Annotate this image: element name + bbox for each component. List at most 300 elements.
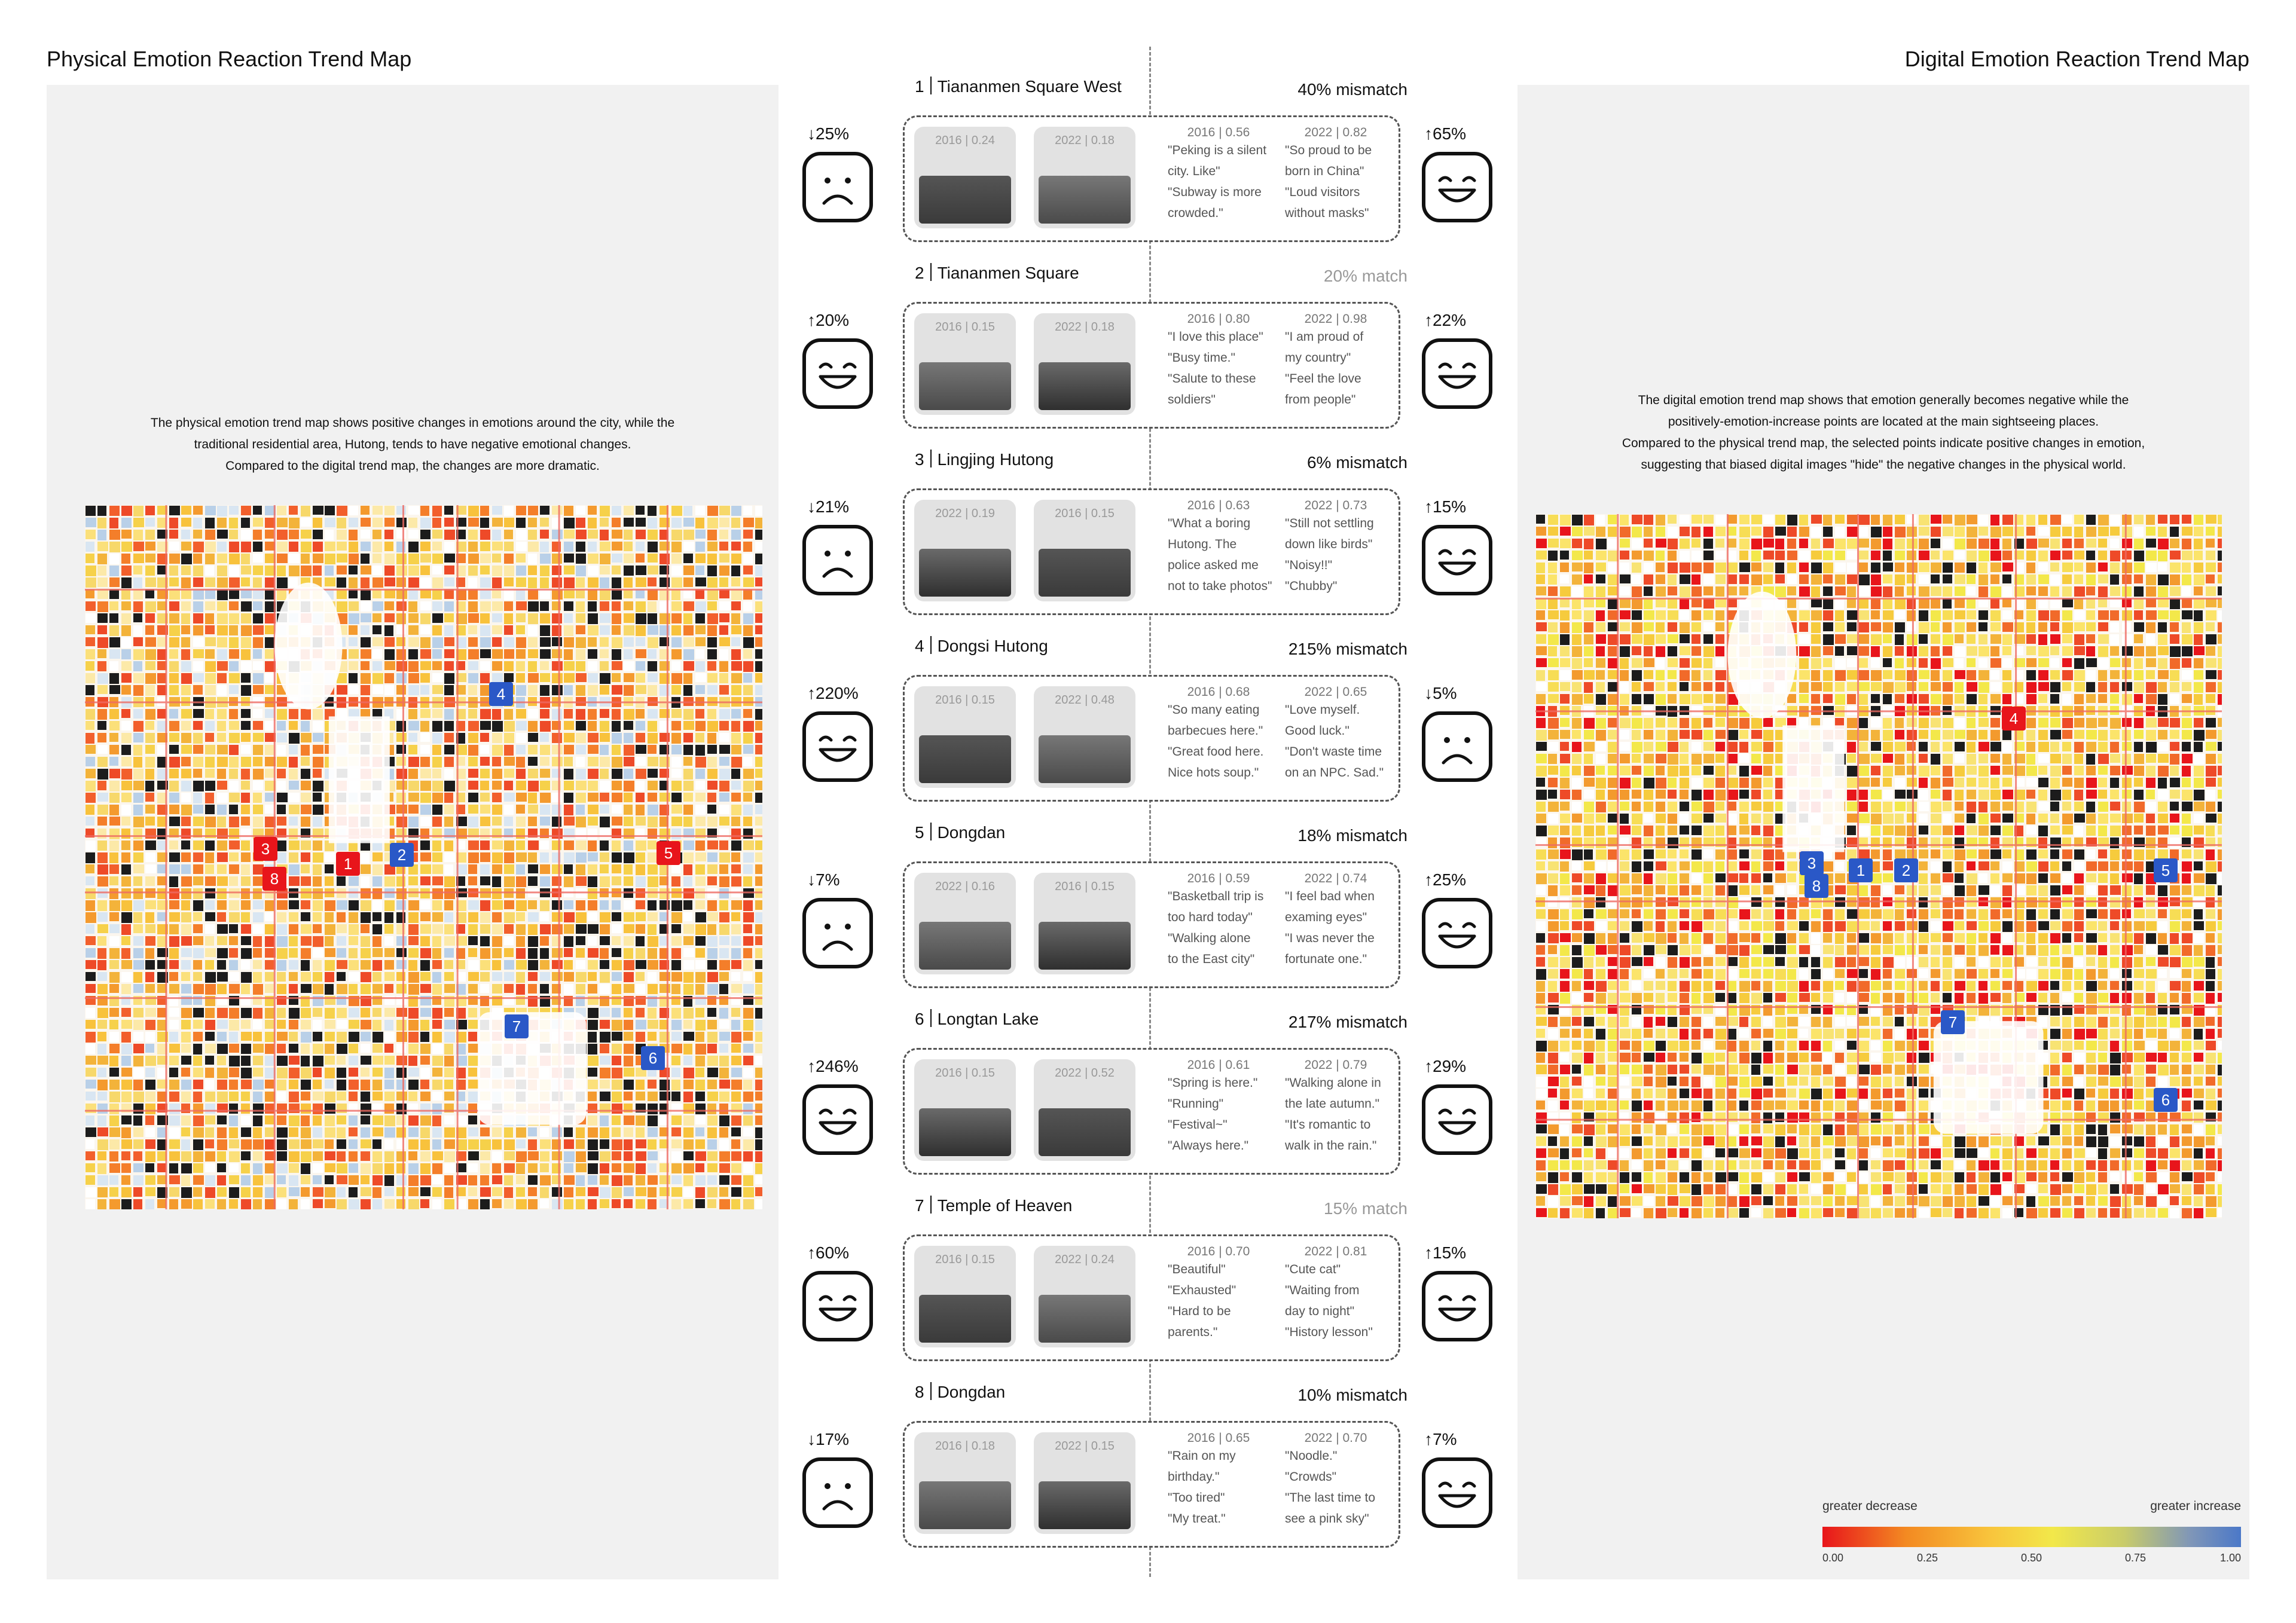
- map-block: [2194, 778, 2204, 788]
- map-block: [241, 900, 251, 910]
- site-marker-8[interactable]: 8: [262, 867, 286, 891]
- map-block: [2122, 718, 2132, 727]
- map-block: [396, 518, 407, 527]
- map-block: [755, 613, 762, 623]
- map-block: [121, 876, 131, 887]
- map-block: [157, 518, 166, 528]
- map-block: [2050, 563, 2059, 571]
- map-block: [719, 805, 729, 814]
- map-block: [468, 972, 479, 981]
- map-block: [396, 1044, 406, 1053]
- map-block: [564, 673, 575, 683]
- map-block: [2086, 694, 2096, 703]
- map-block: [97, 757, 108, 767]
- map-block: [1799, 646, 1810, 656]
- map-block: [2098, 551, 2107, 560]
- map-block: [528, 984, 537, 994]
- map-block: [1943, 826, 1953, 835]
- map-block: [444, 793, 453, 803]
- map-block: [540, 685, 549, 696]
- map-block: [2158, 718, 2169, 727]
- map-block: [265, 1127, 274, 1137]
- map-block: [731, 1068, 742, 1077]
- map-block: [576, 613, 585, 623]
- map-block: [1763, 838, 1772, 848]
- map-block: [2158, 551, 2167, 561]
- map-block: [408, 781, 419, 791]
- map-block: [181, 852, 191, 862]
- map-block: [109, 721, 120, 730]
- map-block: [289, 1032, 298, 1041]
- map-block: [86, 1175, 95, 1185]
- map-block: [528, 948, 538, 959]
- map-block: [612, 1020, 622, 1031]
- map-block: [373, 1139, 381, 1149]
- site-marker-2[interactable]: 2: [390, 843, 414, 867]
- map-block: [313, 817, 322, 827]
- map-block: [181, 972, 190, 981]
- map-block: [193, 601, 203, 612]
- map-block: [169, 912, 180, 922]
- map-block: [361, 1199, 371, 1209]
- map-block: [109, 542, 120, 552]
- map-block: [2134, 527, 2144, 537]
- map-block: [86, 781, 96, 791]
- map-block: [588, 936, 597, 946]
- map-block: [133, 948, 144, 958]
- map-block: [133, 1115, 142, 1126]
- map-block: [444, 577, 454, 586]
- map-block: [229, 1008, 239, 1019]
- map-block: [361, 1020, 371, 1029]
- map-block: [217, 518, 227, 528]
- map-block: [229, 530, 238, 539]
- map-block: [1990, 670, 1999, 680]
- map-block: [1835, 646, 1844, 656]
- map-block: [1620, 539, 1630, 548]
- map-block: [121, 817, 130, 826]
- map-block: [2206, 634, 2216, 644]
- map-block: [480, 936, 490, 946]
- map-block: [86, 840, 96, 851]
- map-block: [229, 769, 238, 779]
- map-block: [109, 530, 120, 540]
- map-block: [504, 589, 514, 600]
- map-block: [2038, 610, 2049, 621]
- map-block: [157, 888, 166, 899]
- map-block: [384, 912, 393, 923]
- map-block: [2158, 598, 2169, 607]
- map-block: [1727, 718, 1738, 728]
- map-block: [2146, 539, 2156, 548]
- map-block: [2062, 527, 2072, 536]
- map-block: [588, 1056, 599, 1066]
- map-block: [576, 721, 586, 730]
- map-block: [564, 960, 573, 970]
- map-block: [1895, 730, 1904, 739]
- map-block: [121, 577, 132, 588]
- map-block: [444, 1199, 454, 1209]
- map-block: [2086, 610, 2095, 620]
- map-block: [564, 1175, 575, 1185]
- map-block: [624, 577, 633, 588]
- map-block: [480, 649, 491, 658]
- map-block: [253, 1187, 262, 1197]
- map-block: [265, 1163, 274, 1173]
- map-block: [564, 661, 575, 671]
- map-block: [516, 1163, 525, 1174]
- map-block: [313, 864, 322, 875]
- map-block: [695, 1127, 704, 1136]
- site-marker-7[interactable]: 7: [505, 1014, 529, 1038]
- map-block: [229, 840, 240, 849]
- map-block: [289, 1127, 298, 1137]
- map-block: [588, 1187, 599, 1196]
- map-block: [480, 721, 491, 730]
- map-block: [1990, 766, 2000, 775]
- map-block: [1859, 574, 1870, 585]
- map-block: [1811, 694, 1820, 704]
- map-block: [504, 900, 514, 909]
- map-block: [145, 577, 156, 587]
- map-block: [444, 817, 453, 827]
- map-block: [349, 566, 358, 574]
- map-block: [719, 793, 729, 802]
- map-block: [2074, 754, 2083, 764]
- map-block: [408, 1199, 419, 1209]
- map-block: [683, 733, 693, 742]
- map-block: [408, 912, 419, 923]
- map-block: [2050, 527, 2060, 537]
- site-marker-6[interactable]: 6: [641, 1046, 665, 1070]
- map-block: [1536, 826, 1547, 836]
- map-block: [624, 1175, 633, 1185]
- map-block: [528, 805, 538, 814]
- map-block: [707, 972, 718, 982]
- map-block: [277, 733, 287, 742]
- map-block: [1560, 790, 1570, 799]
- digital-trend-map[interactable]: [1535, 514, 2222, 1218]
- map-block: [313, 1008, 322, 1017]
- map-block: [1835, 563, 1846, 572]
- map-block: [624, 1199, 633, 1208]
- map-block: [2074, 622, 2085, 631]
- map-block: [1787, 563, 1796, 573]
- map-block: [253, 1080, 264, 1090]
- map-block: [1680, 742, 1689, 752]
- map-block: [133, 1020, 144, 1030]
- map-block: [731, 733, 741, 744]
- map-block: [193, 637, 204, 647]
- map-block: [361, 900, 371, 911]
- map-block: [492, 805, 502, 815]
- map-block: [193, 1068, 203, 1077]
- map-block: [1620, 730, 1629, 739]
- map-block: [169, 1163, 178, 1173]
- map-block: [600, 840, 609, 851]
- map-block: [86, 542, 94, 552]
- map-block: [157, 1127, 166, 1138]
- site-marker-5[interactable]: 5: [657, 841, 680, 865]
- map-block: [636, 1032, 645, 1042]
- map-block: [289, 733, 300, 744]
- map-block: [540, 518, 549, 527]
- map-block: [420, 1080, 429, 1089]
- map-block: [1680, 766, 1689, 776]
- map-block: [1572, 658, 1582, 669]
- map-block: [1692, 814, 1702, 823]
- map-block: [671, 972, 682, 982]
- map-block: [480, 984, 489, 993]
- map-block: [349, 1115, 358, 1126]
- map-block: [516, 733, 527, 743]
- map-block: [636, 936, 645, 946]
- map-block: [707, 649, 717, 659]
- map-block: [1883, 670, 1892, 679]
- map-block: [600, 554, 610, 564]
- map-block: [97, 613, 108, 623]
- map-block: [1536, 778, 1545, 787]
- site-marker-4[interactable]: 4: [489, 682, 513, 706]
- map-block: [1596, 718, 1606, 729]
- map-block: [301, 1008, 311, 1018]
- map-block: [121, 566, 132, 576]
- map-block: [2110, 574, 2119, 585]
- map-block: [2098, 766, 2108, 775]
- map-block: [444, 1044, 453, 1055]
- map-block: [2038, 539, 2049, 548]
- map-block: [1715, 646, 1724, 656]
- map-block: [1907, 730, 1917, 740]
- map-block: [2182, 646, 2193, 656]
- map-block: [648, 1080, 657, 1089]
- map-block: [1931, 622, 1940, 632]
- map-block: [277, 554, 288, 563]
- map-block: [588, 1151, 599, 1160]
- map-block: [265, 1187, 274, 1198]
- map-block: [265, 1092, 275, 1102]
- map-block: [432, 1056, 443, 1066]
- map-block: [624, 960, 634, 970]
- map-block: [516, 577, 526, 587]
- map-block: [695, 1056, 705, 1066]
- map-block: [420, 542, 430, 551]
- map-block: [2158, 766, 2169, 777]
- map-block: [1727, 802, 1736, 811]
- map-block: [361, 1139, 371, 1148]
- map-block: [2002, 694, 2011, 704]
- map-block: [1680, 730, 1690, 739]
- map-block: [707, 1056, 718, 1066]
- map-block: [480, 530, 490, 540]
- map-block: [109, 1008, 119, 1017]
- map-block: [253, 589, 264, 599]
- map-block: [396, 601, 407, 611]
- map-block: [1548, 754, 1557, 764]
- map-block: [337, 566, 347, 574]
- map-block: [229, 733, 240, 743]
- map-block: [1668, 826, 1677, 835]
- map-block: [2050, 586, 2059, 597]
- map-block: [564, 530, 575, 539]
- map-block: [1799, 694, 1809, 703]
- map-block: [1608, 754, 1617, 763]
- map-block: [420, 554, 431, 563]
- map-block: [193, 1020, 203, 1029]
- map-block: [492, 518, 503, 527]
- map-block: [444, 709, 454, 720]
- map-block: [277, 518, 288, 527]
- site-marker-3[interactable]: 3: [254, 837, 277, 861]
- map-block: [2218, 539, 2222, 548]
- map-block: [1727, 515, 1737, 524]
- map-block: [576, 601, 585, 612]
- map-block: [2182, 598, 2192, 608]
- map-block: [181, 1080, 191, 1090]
- map-block: [229, 852, 239, 861]
- map-block: [636, 840, 646, 851]
- map-block: [432, 876, 443, 885]
- map-block: [109, 649, 120, 659]
- map-block: [1715, 682, 1724, 692]
- map-block: [719, 518, 729, 527]
- map-block: [1668, 790, 1677, 799]
- map-block: [1967, 778, 1976, 787]
- map-block: [432, 1139, 441, 1150]
- map-block: [181, 1199, 192, 1209]
- map-block: [1584, 838, 1594, 848]
- map-block: [2098, 574, 2108, 583]
- map-block: [1548, 610, 1559, 619]
- map-block: [1572, 682, 1581, 692]
- map-block: [683, 948, 694, 957]
- map-block: [97, 1068, 106, 1077]
- map-block: [1703, 826, 1714, 836]
- map-block: [301, 864, 310, 873]
- map-block: [1811, 610, 1822, 621]
- map-block: [2038, 742, 2049, 752]
- map-block: [1835, 694, 1845, 705]
- map-block: [1823, 574, 1833, 583]
- map-block: [528, 840, 539, 850]
- map-block: [145, 1115, 154, 1125]
- map-block: [612, 972, 622, 981]
- map-block: [516, 1127, 526, 1138]
- map-block: [2002, 598, 2011, 607]
- map-block: [1727, 574, 1737, 584]
- physical-trend-map[interactable]: [85, 505, 762, 1209]
- map-block: [301, 745, 310, 756]
- map-block: [109, 984, 119, 993]
- map-block: [1763, 515, 1774, 524]
- map-block: [2074, 814, 2085, 823]
- map-block: [683, 566, 694, 575]
- map-block: [145, 733, 155, 743]
- map-block: [2050, 682, 2060, 692]
- map-block: [205, 721, 215, 731]
- map-block: [1990, 527, 2001, 537]
- map-block: [408, 960, 417, 971]
- map-block: [468, 1163, 478, 1172]
- map-block: [109, 745, 119, 754]
- map-block: [2062, 658, 2072, 667]
- map-block: [1955, 790, 1964, 800]
- map-block: [157, 673, 166, 683]
- map-block: [97, 566, 106, 576]
- map-block: [2122, 670, 2132, 679]
- map-block: [289, 924, 298, 934]
- map-block: [1775, 527, 1786, 536]
- map-block: [468, 1056, 478, 1066]
- map-block: [1680, 527, 1690, 536]
- map-block: [229, 1127, 238, 1138]
- map-block: [86, 1115, 94, 1126]
- map-block: [1883, 694, 1892, 704]
- map-block: [1632, 634, 1642, 644]
- map-block: [349, 1092, 358, 1101]
- map-block: [516, 984, 525, 995]
- map-block: [600, 1199, 609, 1208]
- map-block: [217, 960, 226, 970]
- map-block: [181, 936, 192, 946]
- map-block: [468, 900, 479, 910]
- map-block: [325, 1044, 334, 1054]
- map-block: [109, 601, 118, 610]
- map-block: [2146, 790, 2155, 799]
- map-block: [1955, 551, 1965, 560]
- map-block: [1584, 730, 1594, 739]
- map-block: [181, 829, 191, 839]
- map-block: [145, 1151, 155, 1162]
- map-block: [97, 721, 106, 730]
- map-block: [1979, 778, 1989, 787]
- map-block: [1907, 658, 1916, 667]
- map-block: [217, 840, 227, 851]
- map-block: [420, 1104, 430, 1114]
- map-block: [408, 530, 419, 539]
- map-block: [2206, 742, 2216, 751]
- map-block: [1596, 730, 1606, 741]
- map-block: [504, 733, 514, 743]
- map-block: [253, 1032, 262, 1041]
- map-block: [1811, 634, 1821, 644]
- map-block: [241, 1080, 252, 1089]
- map-block: [86, 601, 96, 611]
- map-block: [241, 829, 251, 839]
- map-block: [731, 1115, 741, 1126]
- map-block: [1536, 670, 1545, 681]
- map-block: [1943, 622, 1952, 632]
- map-block: [528, 625, 538, 636]
- map-block: [2086, 802, 2095, 812]
- map-block: [671, 960, 681, 970]
- map-block: [121, 984, 131, 994]
- map-block: [1680, 826, 1689, 835]
- map-block: [1847, 634, 1858, 643]
- map-block: [241, 542, 251, 552]
- map-block: [1799, 682, 1809, 693]
- map-block: [636, 1187, 646, 1196]
- site-marker-1[interactable]: 1: [336, 852, 360, 876]
- map-block: [1883, 658, 1892, 667]
- map-block: [516, 829, 525, 839]
- map-block: [1967, 670, 1976, 680]
- map-block: [289, 1187, 300, 1196]
- map-block: [719, 876, 729, 887]
- map-block: [683, 518, 694, 527]
- map-block: [1572, 802, 1581, 812]
- map-block: [707, 888, 718, 898]
